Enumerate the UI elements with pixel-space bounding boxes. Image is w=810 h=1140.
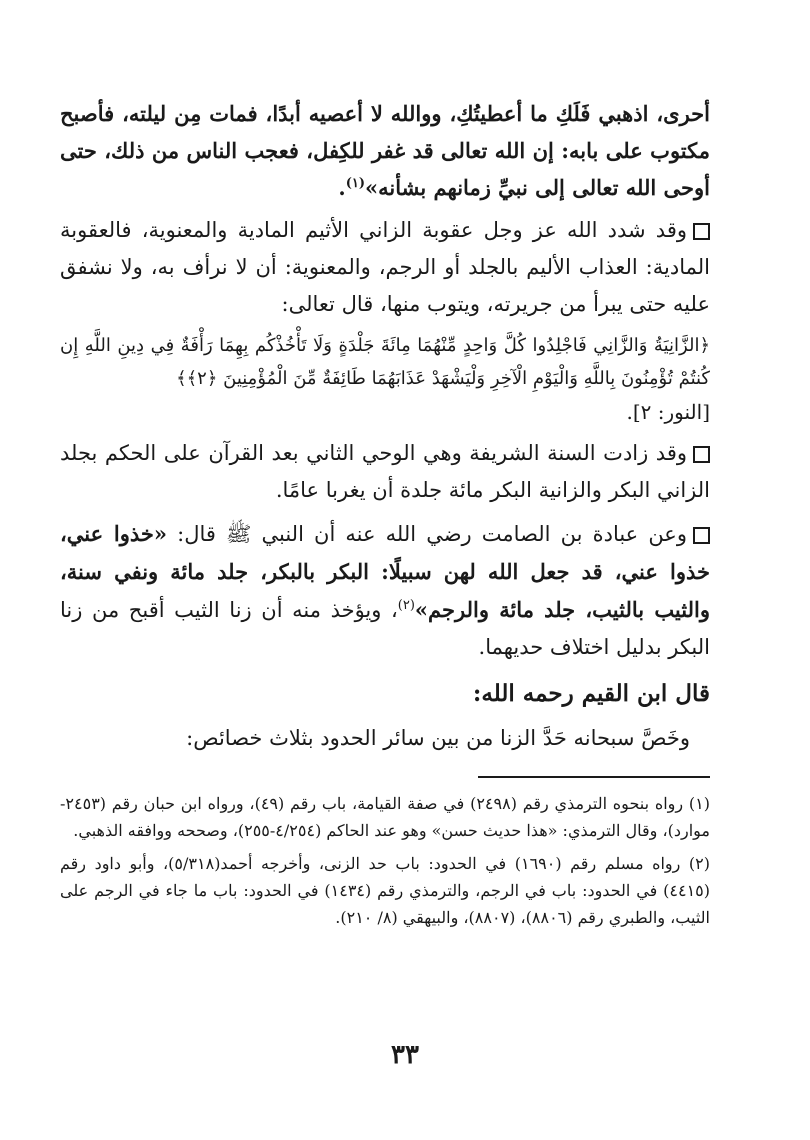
hadith-intro: وعن عبادة بن الصامت رضي الله عنه أن النبي ﷺ قال: xyxy=(167,522,687,546)
footnotes xyxy=(60,790,710,937)
section-marker-icon xyxy=(693,446,710,463)
footnote-ref-1[interactable]: (١) xyxy=(345,176,366,191)
footnote-ref-2[interactable]: (٢) xyxy=(397,598,415,613)
footnote-1: (١) رواه بنحوه الترمذي رقم (٢٤٩٨) في صفة القيامة، باب رقم (٤٩)، ورواه ابن حبان رقم (٢٤٥٣- موارد)، وقال الترمذي: «هذا حديث حسن» وهو عند الحاكم (٤/٢٥٤-٢٥٥)، وصححه ووافقه الذهبي. xyxy=(60,794,711,840)
paragraph-text: وقد زادت السنة الشريفة وهي الوحي الثاني بعد القرآن على الحكم بجلد الزاني البكر والزانية البكر مائة جلدة أن يغربا عامًا. xyxy=(60,441,710,502)
paragraph-kifl-story: أحرى، اذهبي فَلَكِ ما أعطيتُكِ، ووالله لا أعصيه أبدًا، فمات مِن ليلته، فأصبح مكتوب على بابه: إن الله تعالى قد غفر للكِفل، فعجب الناس من ذلك، حتى أوحى الله تعالى إلى نبيِّ زمانهم بشأنه»$^{(١)}$. xyxy=(60,101,710,200)
hadith-text: «خذوا عني، خذوا عني، قد جعل الله لهن سبيلًا: البكر بالبكر، جلد مائة ونفي سنة، والثيب بالثيب، جلد مائة والرجم» xyxy=(60,521,710,622)
main-text xyxy=(60,95,710,758)
paragraph-punishment xyxy=(60,212,710,323)
section-heading: قال ابن القيم رحمه الله: xyxy=(472,680,710,707)
section-marker-icon xyxy=(693,527,710,544)
quran-verse: ﴿الزَّانِيَةُ وَالزَّانِي فَاجْلِدُوا كُلَّ وَاحِدٍ مِّنْهُمَا مِائَةَ جَلْدَةٍ وَلَا تَأْخُذْكُم بِهِمَا رَأْفَةٌ فِي دِينِ اللَّهِ إِن كُنتُمْ تُؤْمِنُونَ بِاللَّهِ وَالْيَوْمِ الْآخِرِ وَلْيَشْهَدْ عَذَابَهُمَا طَائِفَةٌ مِّنَ الْمُؤْمِنِينَ ﴿٢﴾﴾ xyxy=(60,335,710,389)
paragraph-sunnah xyxy=(60,435,710,509)
page-number: ٣٣ xyxy=(391,1040,419,1070)
paragraph-text: أحرى، اذهبي فَلَكِ ما أعطيتُكِ، ووالله لا أعصيه أبدًا، فمات مِن ليلته، فأصبح مكتوب على بابه: إن الله تعالى قد غفر للكِفل، فعجب الناس من ذلك، حتى أوحى الله تعالى إلى نبيِّ زمانهم بشأنه» xyxy=(60,101,710,200)
section-marker-icon xyxy=(693,223,710,240)
footnote-2: (٢) رواه مسلم رقم (١٦٩٠) في الحدود: باب حد الزنى، وأخرجه أحمد(٥/٣١٨)، وأبو داود رقم (٤٤١٥) في الحدود: باب في الرجم، والترمذي رقم (١٤٣٤) في الحدود: باب ما جاء في الرجم على الثيب، والطبري رقم (٨٨٠٦)، (٨٨٠٧)، والبيهقي (٨/ ٢١٠). xyxy=(60,854,711,927)
paragraph-hadith xyxy=(60,515,710,666)
hadith-commentary: ، ويؤخذ منه أن زنا الثيب أقبح من زنا البكر بدليل اختلاف حديهما. xyxy=(60,598,710,659)
footnote-divider xyxy=(478,776,710,778)
verse-reference: [النور: ٢]. xyxy=(626,400,710,424)
paragraph-lead: وخَصَّ سبحانه حَدَّ الزنا من بين سائر الحدود بثلاث خصائص: xyxy=(186,726,690,750)
paragraph-text: وقد شدد الله عز وجل عقوبة الزاني الأثيم المادية والمعنوية، فالعقوبة المادية: العذاب الأليم بالجلد أو الرجم، والمعنوية: أن لا نرأف به، ولا نشفق عليه حتى يبرأ من جريرته، ويتوب منها، قال تعالى: xyxy=(60,218,710,316)
